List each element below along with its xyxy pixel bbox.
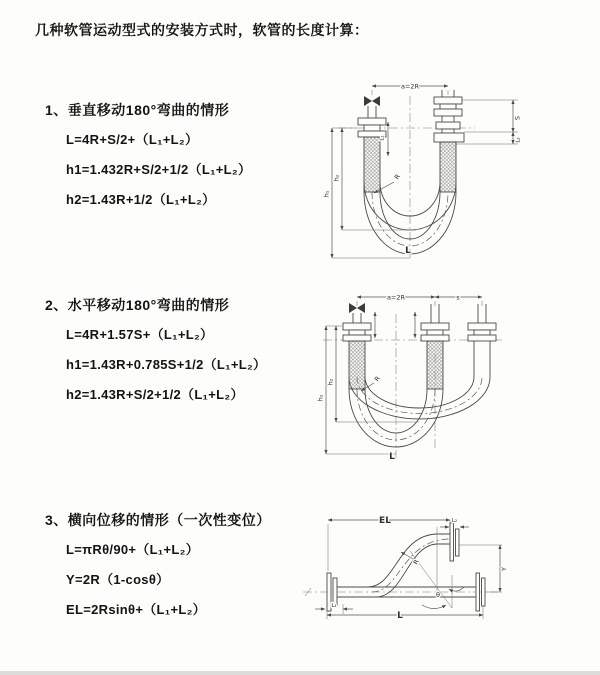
dim-label-s: s [456, 293, 460, 302]
radius-label: R [372, 374, 382, 384]
section-1-heading: 1、垂直移动180°弯曲的情形 [45, 102, 230, 118]
dim-label-l1: L₁ [379, 135, 386, 141]
dim-label-h2: h₂ [326, 378, 335, 386]
dim-label-l2: L₂ [515, 137, 522, 143]
centerlines [303, 588, 498, 596]
formula-line: h1=1.432R+S/2+1/2（L₁+L₂） [66, 162, 252, 177]
pipe1-fitting [343, 313, 371, 389]
dim-label-h1: h₁ [316, 394, 325, 402]
diagram-vertical-180-bend [310, 70, 585, 262]
formula-line: L=4R+1.57S+（L₁+L₂） [66, 327, 214, 342]
pipe3-fitting [468, 304, 496, 377]
dim-label-a2r: a=2R [400, 82, 420, 91]
formula-line: L=4R+S/2+（L₁+L₂） [66, 132, 199, 147]
s-curve-hose [368, 534, 450, 597]
left-fitting [358, 106, 386, 192]
section-2 [45, 290, 266, 410]
length-label: L [405, 246, 411, 256]
page-title: 几种软管运动型式的安装方式时，软管的长度计算： [35, 22, 369, 38]
dim-label-s: S [513, 115, 522, 121]
pipe2-fitting [421, 304, 449, 389]
dimension-a2r [372, 83, 448, 96]
dimension-l1 [315, 603, 353, 614]
dim-label-h2: h₂ [332, 174, 341, 182]
dim-label-l2: L₂ [451, 518, 458, 524]
section-2-formulas [66, 320, 266, 410]
formula-line: h2=1.43R+S/2+1/2（L₁+L₂） [66, 387, 244, 402]
section-3 [45, 505, 271, 625]
dimension-s-l2 [456, 100, 522, 144]
dim-label-el: EL [379, 516, 391, 526]
top-right-flange [450, 523, 459, 561]
section-3-formulas [66, 535, 271, 625]
section-2-heading: 2、水平移动180°弯曲的情形 [45, 297, 230, 313]
formula-line: EL=2Rsinθ+（L₁+L₂） [66, 602, 206, 617]
radius-label: R [411, 558, 421, 566]
dim-label-y: Y [500, 567, 508, 571]
right-fitting [434, 90, 464, 192]
formula-line: h2=1.43R+1/2（L₁+L₂） [66, 192, 216, 207]
radius-label: R [392, 172, 402, 182]
diagram-horizontal-180-bend [308, 282, 593, 464]
formula-line: Y=2R（1-cosθ） [66, 572, 170, 587]
small-dimension-marks [375, 312, 415, 338]
dim-label-l1: L₁ [331, 603, 337, 609]
section-1-formulas [66, 125, 251, 215]
formula-line: L=πRθ/90+（L₁+L₂） [66, 542, 199, 557]
dimension-h2 [327, 326, 420, 422]
angle-label: θ [436, 591, 440, 599]
dimension-el [328, 516, 450, 571]
dimension-l [327, 606, 483, 621]
dimension-s [435, 294, 482, 302]
section-3-heading: 3、横向位移的情形（一次性变位） [45, 512, 271, 528]
formula-line: h1=1.43R+0.785S+1/2（L₁+L₂） [66, 357, 267, 372]
length-label: L [389, 452, 395, 462]
dimension-a2r [357, 294, 482, 307]
diagram-lateral-displacement [300, 505, 520, 650]
dim-label-h1: h₁ [322, 190, 331, 198]
dimension-l1 [380, 122, 389, 156]
section-1 [45, 95, 251, 215]
page-bottom-edge [0, 671, 600, 675]
dimension-l2 [440, 518, 469, 527]
dim-label-a2r: a=2R [386, 293, 406, 302]
valve-icon [364, 96, 380, 106]
dim-label-l: L [397, 611, 403, 621]
